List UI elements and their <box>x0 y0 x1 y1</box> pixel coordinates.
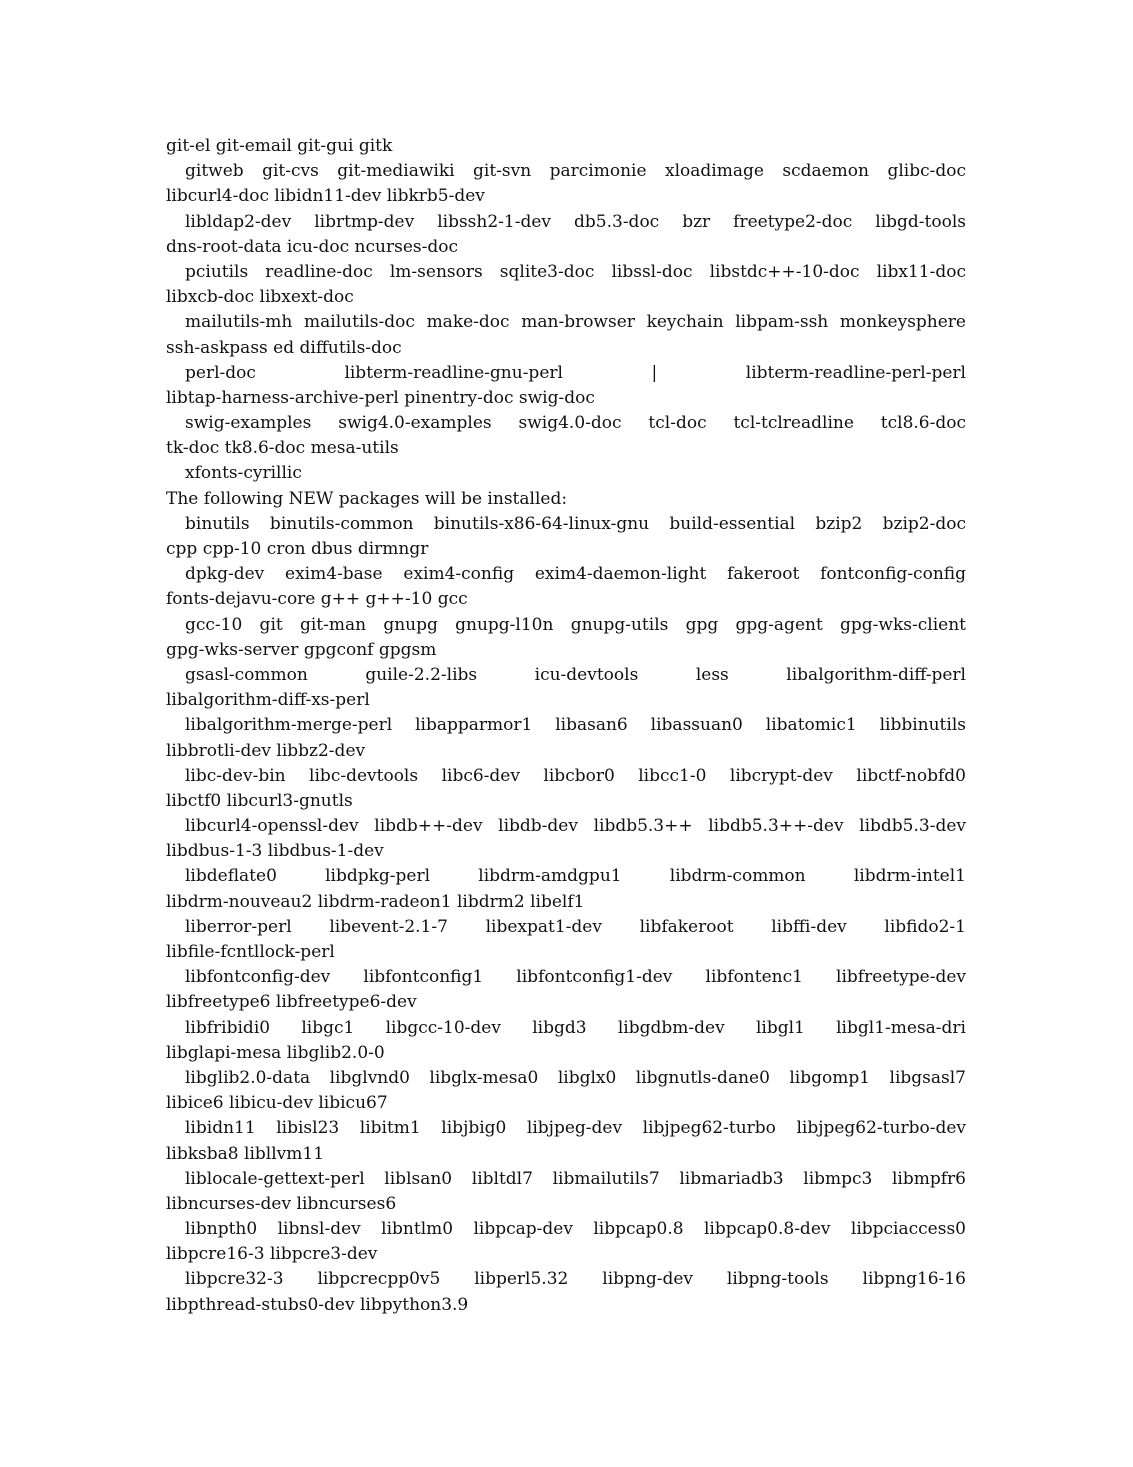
package-line-continuation: libdeflate0 libdpkg-perl libdrm-amdgpu1 libdrm-common libdrm-intel1 <box>185 866 966 887</box>
package-line-continuation: dpkg-dev exim4-base exim4-config exim4-daemon-light fakeroot fontconfig-config <box>185 564 966 585</box>
package-line-continuation: swig-examples swig4.0-examples swig4.0-doc tcl-doc tcl-tclreadline tcl8.6-doc <box>185 413 966 434</box>
package-line-continuation: libfontconfig-dev libfontconfig1 libfontconfig1-dev libfontenc1 libfreetype-dev <box>185 967 966 988</box>
package-line: libctf0 libcurl3-gnutls <box>166 790 353 811</box>
package-line-continuation: libidn11 libisl23 libitm1 libjbig0 libjpeg-dev libjpeg62-turbo libjpeg62-turbo-dev <box>185 1118 966 1139</box>
package-line-continuation: pciutils readline-doc lm-sensors sqlite3-doc libssl-doc libstdc++-10-doc libx11-doc <box>185 261 966 282</box>
package-line: libksba8 libllvm11 <box>166 1143 325 1164</box>
package-line-continuation: libglib2.0-data libglvnd0 libglx-mesa0 libglx0 libgnutls-dane0 libgomp1 libgsasl7 <box>185 1067 966 1088</box>
package-line-continuation: liblocale-gettext-perl liblsan0 libltdl7 libmailutils7 libmariadb3 libmpc3 libmpfr6 <box>185 1168 966 1189</box>
package-line: libfreetype6 libfreetype6-dev <box>166 992 417 1013</box>
package-line: libdbus-1-3 libdbus-1-dev <box>166 841 384 862</box>
package-line: ssh-askpass ed diffutils-doc <box>166 337 402 358</box>
package-line-continuation: libalgorithm-merge-perl libapparmor1 libasan6 libassuan0 libatomic1 libbinutils <box>185 715 966 736</box>
package-line: gpg-wks-server gpgconf gpgsm <box>166 639 437 660</box>
package-line-continuation: perl-doc libterm-readline-gnu-perl | libterm-readline-perl-perl <box>185 362 966 383</box>
package-line: libice6 libicu-dev libicu67 <box>166 1093 388 1114</box>
package-line-continuation: liberror-perl libevent-2.1-7 libexpat1-dev libfakeroot libffi-dev libfido2-1 <box>185 916 966 937</box>
package-line: libtap-harness-archive-perl pinentry-doc swig-doc <box>166 387 595 408</box>
package-line: libpthread-stubs0-dev libpython3.9 <box>166 1294 469 1315</box>
package-line: libalgorithm-diff-xs-perl <box>166 690 370 711</box>
package-line-continuation: libpcre32-3 libpcrecpp0v5 libperl5.32 libpng-dev libpng-tools libpng16-16 <box>185 1269 966 1290</box>
package-line: libfile-fcntllock-perl <box>166 942 335 962</box>
package-line: libglapi-mesa libglib2.0-0 <box>166 1042 385 1063</box>
package-line-continuation: mailutils-mh mailutils-doc make-doc man-browser keychain libpam-ssh monkeysphere <box>185 312 966 333</box>
package-line-continuation: libcurl4-openssl-dev libdb++-dev libdb-dev libdb5.3++ libdb5.3++-dev libdb5.3-dev <box>185 816 966 837</box>
terminal-output-text <box>166 134 966 1318</box>
package-line: cpp cpp-10 cron dbus dirmngr <box>166 539 429 559</box>
package-line-continuation: gsasl-common guile-2.2-libs icu-devtools less libalgorithm-diff-perl <box>185 664 966 685</box>
package-line: The following NEW packages will be installed: <box>166 488 568 509</box>
package-line: libncurses-dev libncurses6 <box>166 1193 397 1214</box>
package-line: libcurl4-doc libidn11-dev libkrb5-dev <box>166 186 485 207</box>
package-line-continuation: libc-dev-bin libc-devtools libc6-dev libcbor0 libcc1-0 libcrypt-dev libctf-nobfd0 <box>185 765 966 786</box>
package-line: libdrm-nouveau2 libdrm-radeon1 libdrm2 libelf1 <box>166 891 585 912</box>
package-line: libpcre16-3 libpcre3-dev <box>166 1244 378 1265</box>
package-line: dns-root-data icu-doc ncurses-doc <box>166 236 458 257</box>
package-line-continuation: libfribidi0 libgc1 libgcc-10-dev libgd3 libgdbm-dev libgl1 libgl1-mesa-dri <box>185 1017 966 1038</box>
package-line-continuation: gitweb git-cvs git-mediawiki git-svn parcimonie xloadimage scdaemon glibc-doc <box>185 161 966 182</box>
package-line-continuation: libnpth0 libnsl-dev libntlm0 libpcap-dev libpcap0.8 libpcap0.8-dev libpciaccess0 <box>185 1219 966 1240</box>
package-line: libxcb-doc libxext-doc <box>166 287 354 308</box>
package-line-continuation: binutils binutils-common binutils-x86-64-linux-gnu build-essential bzip2 bzip2-doc <box>185 513 966 534</box>
package-line: git-el git-email git-gui gitk <box>166 136 393 156</box>
package-line: fonts-dejavu-core g++ g++-10 gcc <box>166 589 468 610</box>
package-line-continuation: xfonts-cyrillic <box>185 463 302 484</box>
package-line-continuation: gcc-10 git git-man gnupg gnupg-l10n gnupg-utils gpg gpg-agent gpg-wks-client <box>185 614 966 635</box>
package-line-continuation: libldap2-dev librtmp-dev libssh2-1-dev db5.3-doc bzr freetype2-doc libgd-tools <box>185 211 966 232</box>
package-line: libbrotli-dev libbz2-dev <box>166 740 366 761</box>
package-line: tk-doc tk8.6-doc mesa-utils <box>166 438 399 459</box>
